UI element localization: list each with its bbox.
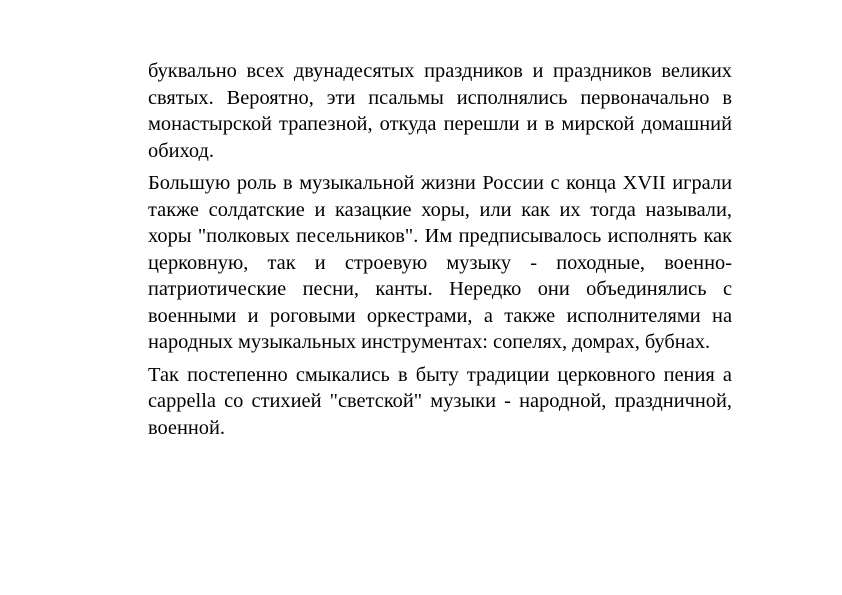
paragraph-2: Большую роль в музыкальной жизни России с конца XVII играли также солдатские и казацкие хоры, или как их тогда называли, хоры "полковых песельников". Им предписывалось исполнять как церковную, так и строевую музыку - походные, военно-патриотические песни, канты. Нередко они объединялись с военными и роговыми оркестрами, а также исполнителями на народных музыкальных инструментах: сопелях, домрах, бубнах. <box>148 172 732 353</box>
paragraph-1: буквально всех двунадесятых праздников и праздников великих святых. Вероятно, эти псальмы исполнялись первоначально в монастырской трапезной, откуда перешли и в мирской домашний обиход. <box>148 60 732 162</box>
paragraph-3: Так постепенно смыкались в быту традиции церковного пения a cappella со стихией "светской" музыки - народной, праздничной, военной. <box>148 363 732 439</box>
body-text <box>148 58 732 447</box>
